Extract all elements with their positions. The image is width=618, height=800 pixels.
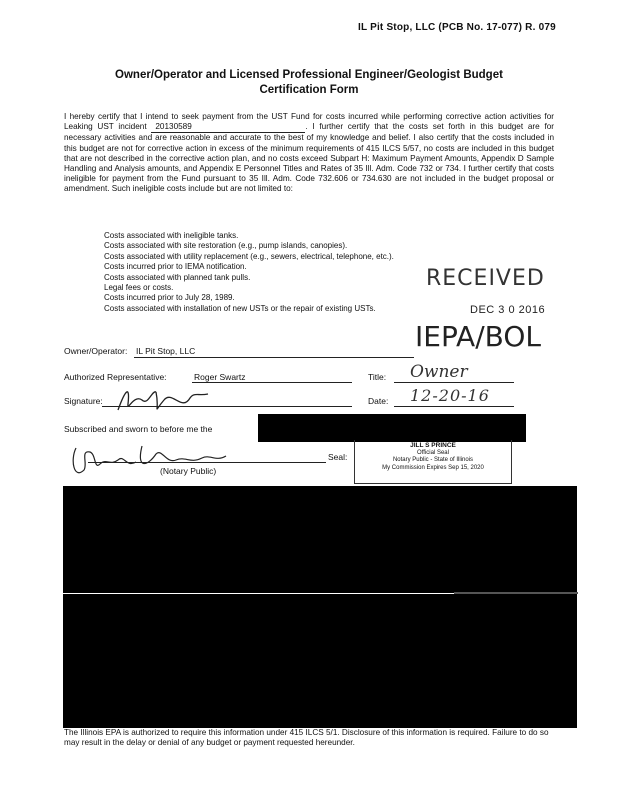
received-stamp-office: IEPA/BOL	[415, 320, 541, 353]
received-stamp-date: DEC 3 0 2016	[470, 304, 546, 316]
notary-seal-line4: My Commission Expires Sep 15, 2020	[382, 464, 484, 471]
list-item: Costs associated with ineligible tanks.	[104, 231, 239, 240]
owner-operator-line	[134, 357, 414, 358]
para-part2: . I further certify that the costs set forth in this budget are for necessary activities and are reasonable and accurate to the best of my knowledge and belief. I also certify that the costs included in this budget are not for corrective action in excess of the minimum requirements of 415 ILCS 5/57, no costs are included in this budget that are not described in the corrective action plan, and no costs exceed Subpart H: Maximum Payment Amounts, Appendix D Sample Handling and Analysis amounts, and Appendix E Personnel Titles and Rates of 35 Ill. Adm. Code 732 or 734. I further certify that costs ineligible for payment from the Fund pursuant to 35 Ill. Adm. Code 732.606 or 734.630 are not included in the budget proposal or amendment. Such ineligible costs include but are not limited to:	[64, 122, 554, 194]
certification-paragraph	[64, 112, 554, 195]
form-title-line2: Certification Form	[259, 84, 359, 96]
redaction-block	[258, 414, 526, 442]
owner-operator-label: Owner/Operator:	[64, 346, 128, 356]
ineligible-costs-list	[104, 231, 434, 314]
signature-label: Signature:	[64, 396, 103, 406]
notary-line	[88, 462, 326, 463]
list-item: Costs associated with site restoration (e.g., pump islands, canopies).	[104, 241, 348, 251]
title-label: Title:	[368, 372, 387, 382]
signature-line	[102, 406, 352, 407]
list-item: Costs associated with installation of new USTs or the repair of existing USTs.	[104, 303, 376, 313]
date-line	[394, 406, 514, 407]
authorized-rep-value: Roger Swartz	[194, 372, 246, 382]
subscribed-sworn-label: Subscribed and sworn to before me the	[64, 424, 213, 434]
notary-seal	[354, 440, 512, 484]
redaction-block	[63, 594, 577, 728]
notary-seal-name: JILL S PRINCE	[410, 442, 456, 449]
authorized-rep-label: Authorized Representative:	[64, 372, 167, 382]
form-title-line1: Owner/Operator and Licensed Professional Engineer/Geologist Budget	[115, 69, 503, 81]
form-title	[60, 68, 558, 98]
list-item: Legal fees or costs.	[104, 283, 174, 293]
owner-operator-value: IL Pit Stop, LLC	[136, 346, 196, 356]
para-part1: I hereby certify that I intend to seek payment from the UST Fund for costs incurred while performing corrective action activities for Leaking UST incident	[64, 112, 554, 132]
notary-public-label: (Notary Public)	[160, 466, 217, 476]
owner-signature-image	[112, 382, 222, 416]
incident-number-field: 20130589	[151, 122, 305, 133]
title-line	[394, 382, 514, 383]
notary-seal-line3: Notary Public - State of Illinois	[392, 457, 474, 463]
document-reference: IL Pit Stop, LLC (PCB No. 17-077) R. 079	[358, 22, 556, 33]
date-label: Date:	[368, 396, 389, 406]
seal-label: Seal:	[328, 452, 348, 462]
list-item: Costs associated with planned tank pulls.	[104, 272, 251, 282]
list-item: Costs incurred prior to July 28, 1989.	[104, 293, 235, 303]
notary-seal-line2: Official Seal	[417, 449, 449, 456]
redaction-block	[63, 486, 577, 593]
list-item: Costs incurred prior to IEMA notification.	[104, 262, 247, 272]
title-value: Owner	[410, 362, 468, 382]
date-value: 12-20-16	[410, 386, 490, 405]
received-stamp: RECEIVED	[426, 266, 545, 291]
footer-disclosure: The Illinois EPA is authorized to require this information under 415 ILCS 5/1. Disclosure of this information is required. Failure to do so may result in the delay or denial of any budget or payment requested hereunder.	[64, 728, 549, 748]
list-item: Costs associated with utility replacement (e.g., sewers, electrical, telephone, etc.).	[104, 251, 394, 261]
